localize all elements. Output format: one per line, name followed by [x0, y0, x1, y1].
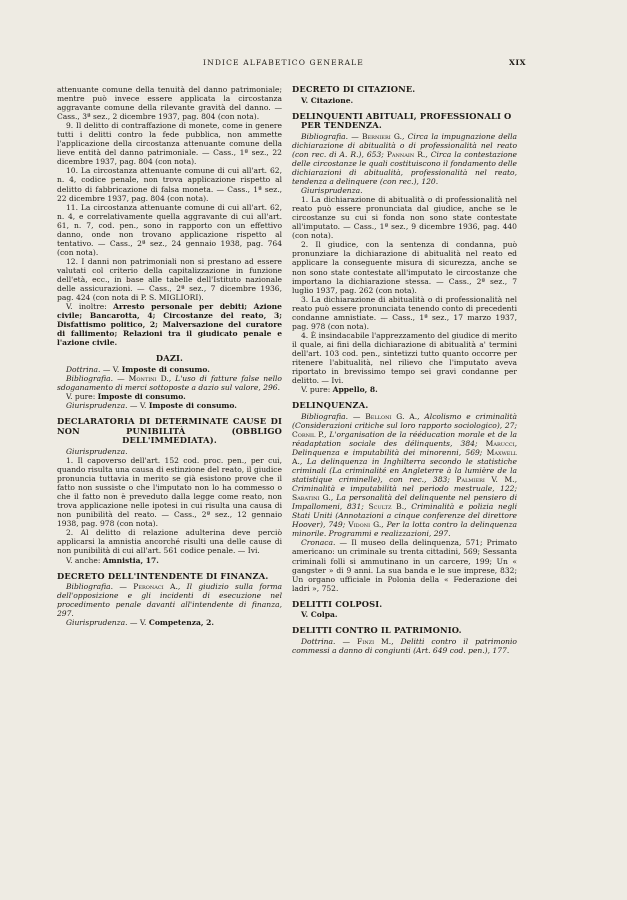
cross-reference: [292, 385, 517, 394]
entry-paragraph: 2. Al delitto di relazione adulterina deve perciò applicarsi la amnistia ancorché risulti una delle cause di non punibilità di cui all'art. 561 codice penale. — Ivi.: [57, 528, 282, 556]
dash: —: [348, 411, 366, 421]
giurisprudenza-line: [57, 618, 282, 627]
page-header: [0, 58, 627, 70]
entry-paragraph: 1. La dichiarazione di abitualità o di professionalità nel reato può essere pronunciata dal giudice, anche se le circostanze su cui si fonda non sono state contestate all'imputato. — Cass., 1ª sez., 9 dicembre 1936, pag. 440 (con nota).: [292, 195, 517, 241]
author-name: Bernieri G.: [361, 131, 403, 141]
cross-reference-target: Appello, 8.: [332, 385, 378, 395]
bibliography-title: , Il giudizio sulla forma dell'opposizione e gli incidenti di esecuzione nel procedimento penale davanti all'intendente di finanza, 297.: [57, 582, 282, 619]
bibliography-title: , Delitti contro il patrimonio commessi a danno di congiunti (Art. 649 cod. pen.), 177.: [292, 636, 517, 655]
author-name: Vidoni G.: [348, 520, 382, 530]
dash: — V.: [100, 364, 122, 374]
author-name: Marucci: [485, 438, 515, 448]
entry-paragraph: 12. I danni non patrimoniali non si prestano ad essere valutati col criterio della capitalizzazione in funzione dell'età, ecc., in base alle tabelle dell'Istituto nazionale delle assicurazioni. — Cass., 2ª sez., 7 dicembre 1936, pag. 424 (con nota di P. S. MIGLIORI).: [57, 256, 282, 303]
bibliography-title: , L'uso di fatture false nello sdoganamento di merci sottoposte a dazio sul valore, 296.: [57, 374, 282, 393]
author-name: Sabatini G.: [292, 493, 331, 503]
entry-paragraph: 9. Il delitto di contraffazione di monete, come in genere tutti i delitti contro la fede pubblica, non ammette l'applicazione della circostanza attenuante comune della lieve entità del danno patrimoniale. — Cass., 1ª sez., 22 dicembre 1937, pag. 804 (con nota).: [57, 121, 282, 167]
section-label: Giurisprudenza.: [301, 186, 363, 196]
section-label: Dottrina.: [301, 636, 336, 646]
bibliography-title: , Criminalità e imputabilità nel periodo mestruale, 122;: [292, 475, 517, 494]
left-column: [57, 85, 282, 627]
entry-paragraph: 2. Il giudice, con la sentenza di condanna, può pronunziare la dichiarazione di abitualità nel reato ed applicare la conseguente misura di sicurezza, anche se non sono state contestate all'imputato le circostanze che importano la dichiarazione stessa. — Cass., 2ª sez., 7 luglio 1937, pag. 262 (con nota).: [292, 240, 517, 295]
author-name: Palmieri V. M.: [456, 475, 515, 485]
cross-reference: [292, 610, 517, 619]
bibliography-title: , L'organisation de la rééducation morale et de la réadaptation sociale des délinquents, 384;: [292, 429, 518, 448]
bibliography-title: , Criminalità e polizia negli Stati Uniti (Annotazioni a cinque conferenze del direttore Hoover), 749;: [292, 502, 517, 530]
running-title: INDICE ALFABETICO GENERALE: [203, 58, 364, 67]
dash: —: [113, 374, 129, 383]
right-column: [292, 85, 517, 655]
cronaca-text: — Il museo della delinquenza, 571; Primato americano: un criminale su trenta cittadini, 569; Sessanta criminali folli si ammutinano in un carcere, 199; Un « gangster » di 9 anni. La sua banda e le sue imprese, 832; Un organo ufficiale in Polonia della « Federazione dei ladri », 752.: [292, 538, 517, 593]
cross-reference-target: V. Colpa.: [301, 610, 338, 620]
entry-paragraph: attenuante comune della tenuità del danno patrimoniale; mentre può invece essere applicata la circostanza aggravante comune della rilevante gravità del danno. — Cass., 3ª sez., 2 dicembre 1937, pag. 804 (con nota).: [57, 85, 282, 122]
entry-heading-declaratoria: DECLARATORIA DI DETERMINATE CAUSE DI NON PUNIBILITÀ (OBBLIGO DELL'IMMEDIATA).: [57, 416, 282, 446]
cross-reference-target: Amnistia, 17.: [102, 555, 159, 565]
bibliography-line: [292, 132, 517, 186]
bibliography-line: [57, 582, 282, 618]
entry-paragraph: 3. La dichiarazione di abitualità o di professionalità nel reato può essere pronunciata tenendo conto di precedenti condanne amnistiate. — Cass., 1ª sez., 17 marzo 1937, pag. 978 (con nota).: [292, 294, 517, 331]
entry-paragraph: 4. È insindacabile l'apprezzamento del giudice di merito il quale, ai fini della dichiarazione di abitualità a' termini dell'art. 103 cod. pen., sintetizzi tutto quanto occorre per ritenere l'abitualità, nel rilievo che l'imputato aveva riportato in brevissimo tempo sei gravi condanne per delitto. — Ivi.: [292, 330, 517, 386]
entry-paragraph: 10. La circostanza attenuante comune di cui all'art. 62, n. 4, codice penale, non trova applicazione rispetto al delitto di fabbricazione di falsa moneta. — Cass., 1ª sez., 22 dicembre 1937, pag. 804 (con nota).: [57, 166, 282, 203]
entry-heading-delinquenza: DELINQUENZA.: [292, 400, 369, 411]
entry-heading-delinquenti: DELINQUENTI ABITUALI, PROFESSIONALI O PER TENDENZA.: [292, 110, 512, 131]
bibliography-title: , Circa la impugnazione della dichiarazione di abitualità o di professionalità nel reato (con rec. di A. R.), 653;: [292, 131, 517, 159]
cross-reference: [57, 556, 282, 565]
bibliography-title: , Delinquenza e imputabilità dei minorenni, 569;: [292, 438, 517, 457]
dottrina-line: [57, 365, 282, 374]
entry-heading-delitti-colposi: DELITTI COLPOSI.: [292, 598, 383, 609]
section-label: Giurisprudenza.: [66, 618, 128, 628]
cross-reference-target: Imposte di consumo.: [97, 392, 186, 402]
dash: — V.: [127, 618, 149, 628]
section-label: Bibliografia.: [66, 374, 114, 383]
cross-reference-targets: Arresto personale per debiti; Azione civile; Bancarotta, 4; Circostanze del reato, 3; Disfattismo politico, 2; Malversazione del curatore di fallimento; Relazioni tra il giudicato penale e l'azione civile.: [57, 302, 282, 348]
section-label: Bibliografia.: [66, 582, 114, 592]
bibliography-title: , La personalità del delinquente nel pensiero di Impallomeni, 831;: [292, 493, 517, 512]
entry-heading-decreto-citazione: DECRETO DI CITAZIONE.: [292, 84, 416, 94]
bibliography-title: , Alcolismo e criminalità (Considerazioni critiche sul loro rapporto sociologico), 27;: [292, 411, 517, 430]
section-label: Giurisprudenza.: [66, 401, 128, 411]
giurisprudenza-line: [57, 401, 282, 410]
author-name: Montini D.: [128, 374, 169, 383]
dottrina-line: [292, 637, 517, 655]
author-name: Belloni G. A.: [365, 411, 418, 421]
author-name: Cornil P.: [292, 429, 325, 439]
cross-reference-target: Imposte di consumo.: [121, 364, 210, 374]
cross-reference-lead: V. inoltre:: [66, 302, 114, 312]
section-label: Giurisprudenza.: [66, 446, 128, 456]
bibliography-line: [57, 374, 282, 392]
cross-reference: [57, 392, 282, 401]
author-name: Maxwell A.: [292, 447, 517, 467]
section-label: Cronaca.: [301, 538, 336, 548]
section-label: Dottrina.: [66, 364, 101, 374]
bibliography-title: , Circa la contestazione delle circostanze le quali costituiscono il fondamento delle dichiarazioni di abitualità, professionalità nel reato, tendenza a delinquere (con rec.), 120.: [292, 149, 517, 187]
section-label: Bibliografia.: [301, 131, 349, 141]
dash: —: [348, 131, 362, 141]
cross-reference-lead: V. anche:: [66, 555, 103, 565]
author-name: Peronaci A.: [133, 582, 178, 592]
cross-reference-target: Competenza, 2.: [148, 618, 215, 628]
section-label: Bibliografia.: [301, 411, 349, 421]
cross-reference: [292, 96, 517, 105]
entry-paragraph: 1. Il capoverso dell'art. 152 cod. proc. pen., per cui, quando risulta una causa di estinzione del reato, il giudice pronuncia tuttavia in merito se già esistono prove che il fatto non sussiste o che l'imputato non lo ha commesso o che il fatto non è preveduto dalla legge come reato, non trova applicazione nelle ipotesi in cui risulta una causa di non punibilità del reato. — Cass., 2ª sez., 12 gennaio 1938, pag. 978 (con nota).: [57, 456, 282, 529]
cronaca-line: [292, 538, 517, 592]
author-name: Finzi M.: [357, 636, 392, 646]
author-name: Scultz B.: [368, 502, 405, 512]
dash: —: [335, 636, 358, 646]
dash: —: [113, 582, 134, 592]
bibliography-title: , Per la lotta contro la delinquenza minorile. Programmi e realizzazioni, 297.: [292, 520, 517, 539]
entry-heading-delitti-patrimonio: DELITTI CONTRO IL PATRIMONIO.: [292, 625, 462, 636]
dash: — V.: [127, 401, 149, 411]
bibliography-line: [292, 412, 517, 539]
cross-reference-lead: V. pure:: [301, 385, 333, 395]
cross-reference: [57, 302, 282, 347]
cross-reference-lead: V. pure:: [66, 392, 98, 402]
bibliography-title: , La delinquenza in Inghilterra secondo le statistiche criminali (La criminalité en Angleterre à la lumière de la statistique criminelle), con rec., 383;: [292, 457, 517, 485]
page-number: XIX: [509, 58, 527, 67]
author-name: Pannain R.: [386, 149, 426, 159]
cross-reference-target: Imposte di consumo.: [148, 401, 237, 411]
entry-heading-dazi: DAZI.: [155, 353, 184, 364]
entry-paragraph: 11. La circostanza attenuante comune di cui all'art. 62, n. 4, e correlativamente quella aggravante di cui all'art. 61, n. 7, cod. pen., sono in rapporto con un effettivo danno, onde non trovano applicazione rispetto al tentativo. — Cass., 2ª sez., 24 gennaio 1938, pag. 764 (con nota).: [57, 202, 282, 257]
entry-heading-decreto-intendente: DECRETO DELL'INTENDENTE DI FINANZA.: [57, 570, 269, 581]
cross-reference-target: V. Citazione.: [301, 95, 354, 105]
